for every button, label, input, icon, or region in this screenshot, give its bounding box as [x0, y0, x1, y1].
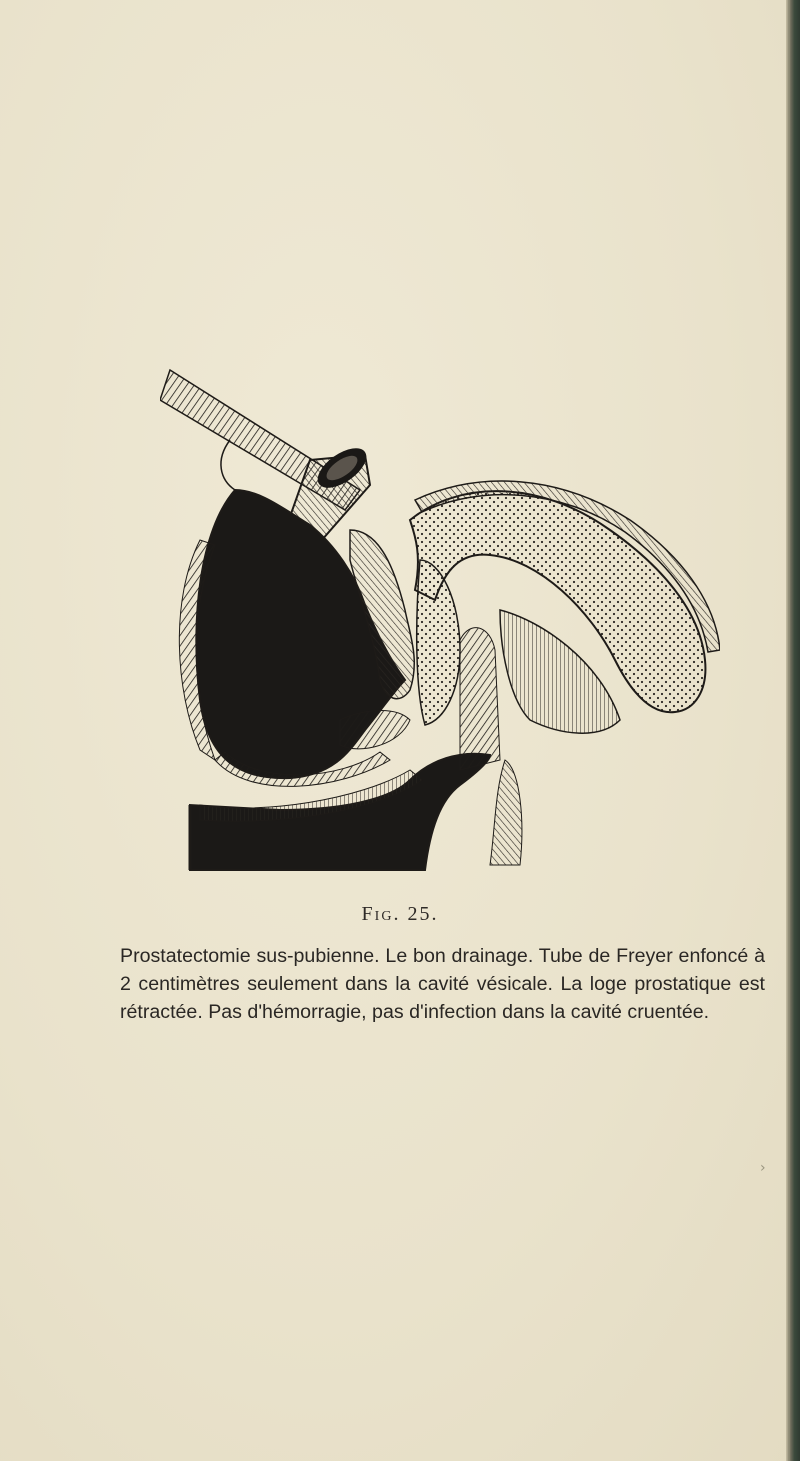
- anatomical-illustration: [160, 360, 720, 880]
- paper-speck: ›: [760, 1160, 766, 1176]
- figure-label: Fig. 25.: [361, 903, 439, 925]
- page-edge-highlight: [788, 0, 790, 1461]
- figure-caption: Prostatectomie sus-pubienne. Le bon drainage. Tube de Freyer enfoncé à 2 centimètres seulement dans la cavité vésicale. La loge prostatique est rétractée. Pas d'hémorragie, pas d'infection dans la cavité cruentée.: [120, 945, 765, 1023]
